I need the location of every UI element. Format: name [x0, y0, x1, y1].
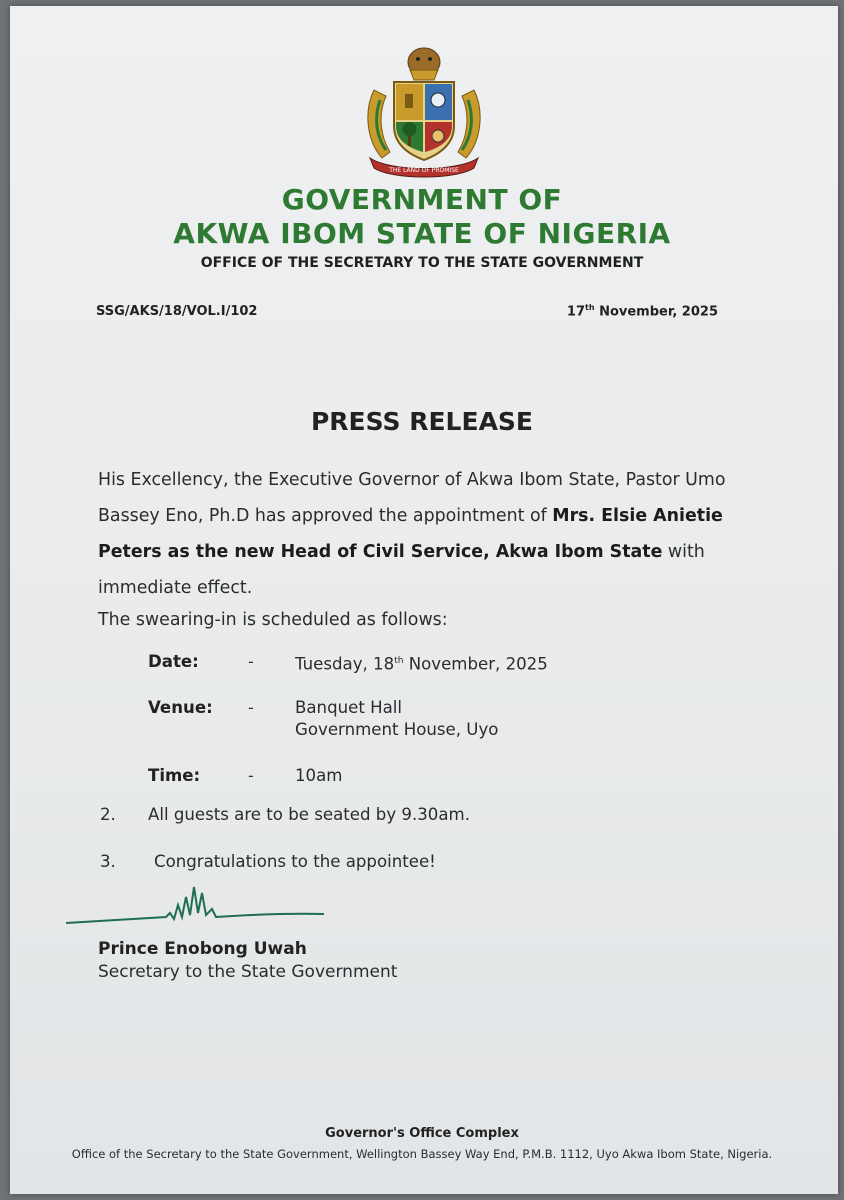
body-text-a: His Excellency, the Executive Governor of Akwa Ibom State, Pastor Umo Bassey Eno, Ph.D has approved the appointment of [98, 470, 726, 526]
schedule-venue-dash: - [248, 698, 254, 717]
schedule-date-post: November, 2025 [403, 654, 548, 674]
schedule-time-value: 10am [295, 766, 343, 785]
issue-date-day: 17 [566, 304, 586, 320]
body-text-bold: Mrs. Elsie Anietie Peters as the new Head of Civil Service, Akwa Ibom State [98, 506, 723, 562]
page-title: PRESS RELEASE [310, 407, 533, 436]
crest-motto: THE LAND OF PROMISE [389, 167, 459, 174]
issue-date-rest: November, 2025 [594, 304, 718, 320]
letterhead-office: OFFICE OF THE SECRETARY TO THE STATE GOVERNMENT [200, 255, 644, 271]
coat-of-arms-emblem [360, 40, 488, 178]
footer-address: Office of the Secretary to the State Government, Wellington Bassey Way End, P.M.B. 1112, Uyo Akwa Ibom State, Nigeria. [71, 1147, 773, 1161]
reference-number: SSG/AKS/18/VOL.I/102 [96, 304, 258, 319]
schedule-date-label: Date: [148, 652, 199, 671]
schedule-date-dash: - [248, 652, 254, 671]
signatory-name: Prince Enobong Uwah [98, 939, 307, 959]
issue-date [567, 303, 718, 319]
body-text-b: with immediate effect. [98, 542, 705, 598]
schedule-venue-line1: Banquet Hall [295, 698, 402, 717]
point-2-text: All guests are to be seated by 9.30am. [148, 805, 470, 824]
signatory-title: Secretary to the State Government [98, 962, 398, 982]
signature-scribble [66, 883, 326, 933]
letterhead-government: GOVERNMENT OF [281, 183, 563, 216]
schedule-time-label: Time: [148, 766, 201, 785]
point-3-text: Congratulations to the appointee! [154, 852, 436, 871]
point-3-number: 3. [100, 852, 116, 871]
issue-date-suffix: th [585, 303, 595, 312]
schedule-date-value [295, 650, 548, 676]
schedule-time-dash: - [248, 766, 254, 785]
schedule-venue-label: Venue: [148, 698, 213, 717]
body-paragraph [98, 462, 738, 606]
schedule-date-pre: Tuesday, 18 [295, 654, 395, 674]
schedule-intro: The swearing-in is scheduled as follows: [98, 610, 448, 630]
schedule-date-sup: th [394, 656, 404, 666]
point-2-number: 2. [100, 805, 116, 824]
footer-complex: Governor's Office Complex [325, 1126, 519, 1141]
schedule-venue-line2: Government House, Uyo [295, 720, 499, 739]
letterhead-state: AKWA IBOM STATE OF NIGERIA [173, 217, 671, 250]
